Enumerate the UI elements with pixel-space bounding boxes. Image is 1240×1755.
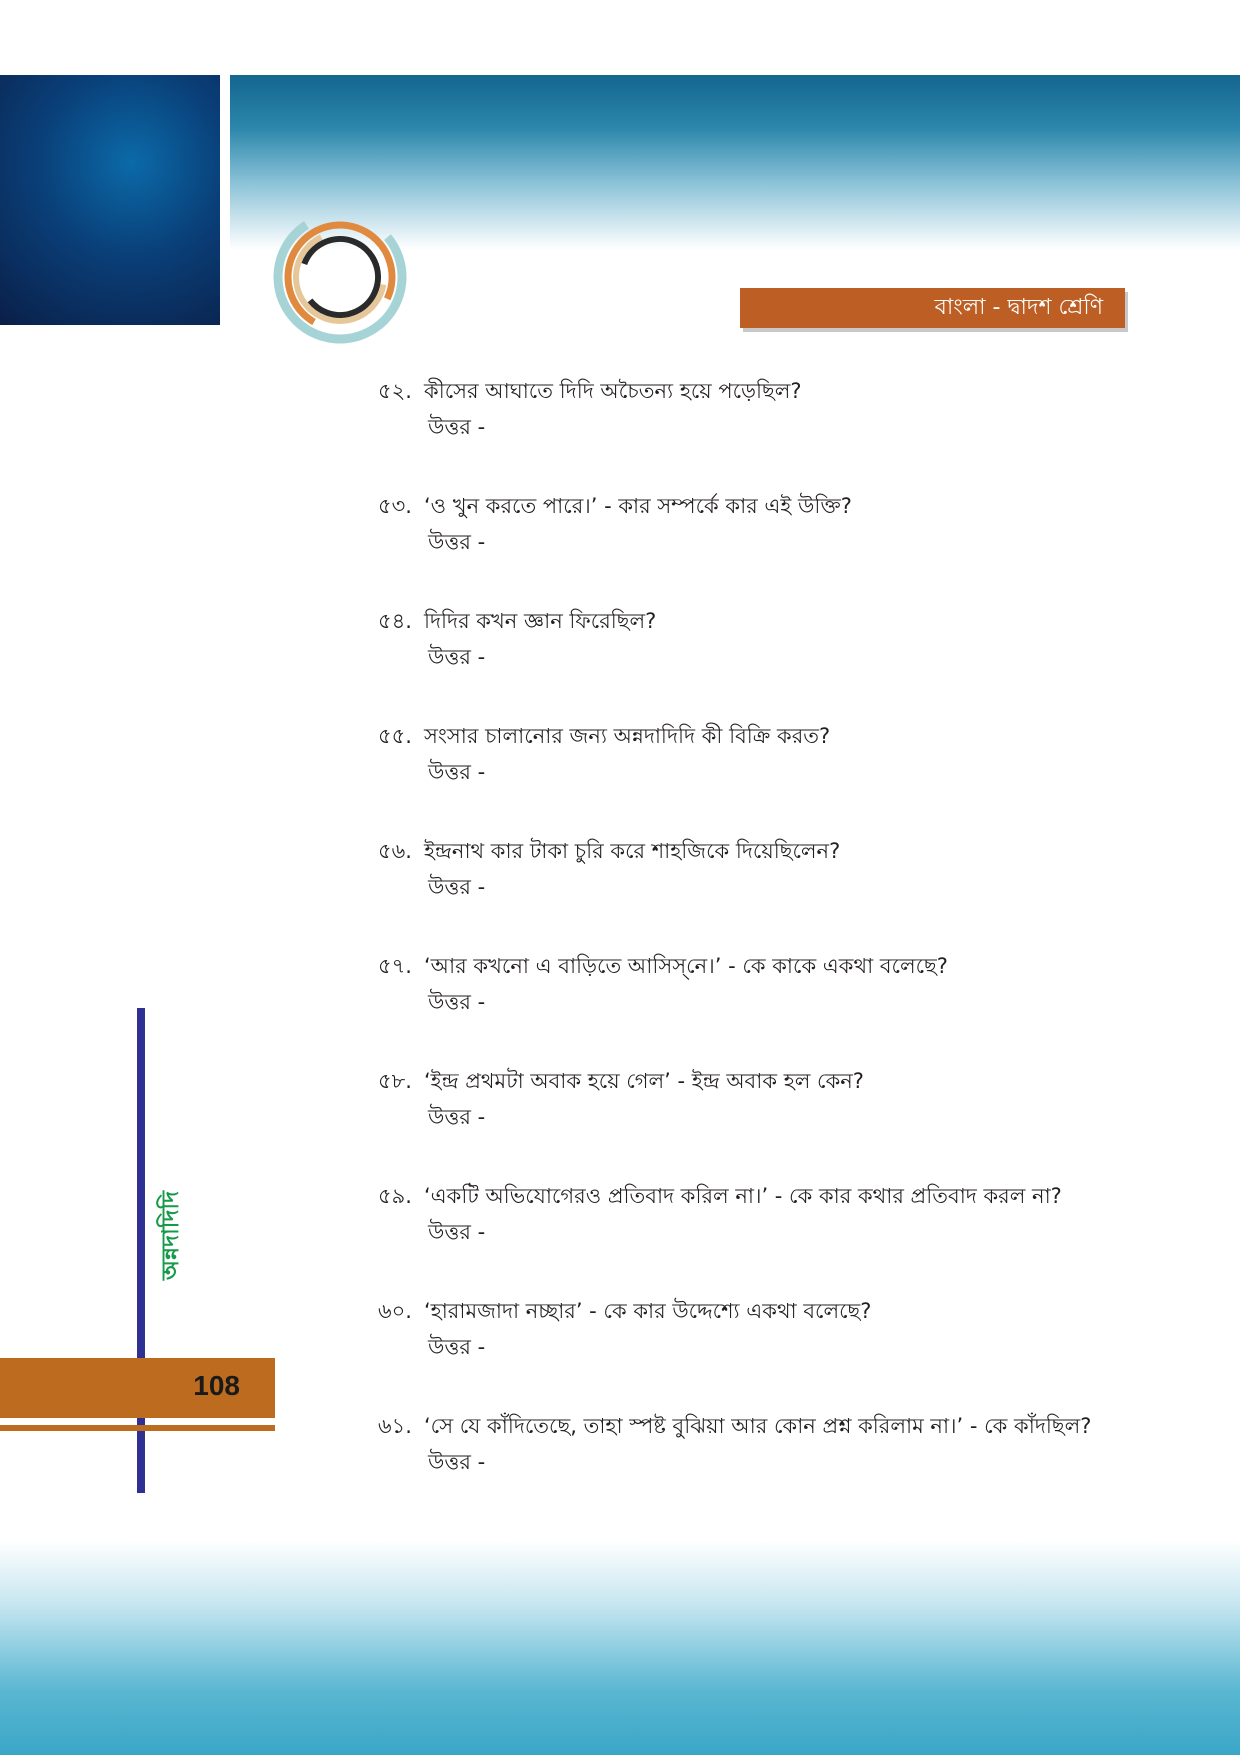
question-text: ‘একটি অভিযোগেরও প্রতিবাদ করিল না।’ - কে কার কথার প্রতিবাদ করল না? bbox=[424, 1184, 1062, 1208]
question-line bbox=[378, 1180, 1158, 1212]
answer-label: উত্তর - bbox=[428, 1335, 486, 1359]
page-number: 108 bbox=[193, 1370, 240, 1401]
question-line bbox=[378, 1410, 1158, 1442]
answer-label: উত্তর - bbox=[428, 1450, 486, 1474]
question-number: ৫৬. bbox=[378, 839, 412, 863]
question-number: ৫২. bbox=[378, 379, 412, 403]
question-text: ‘ও খুন করতে পারে।’ - কার সম্পর্কে কার এই উক্তি? bbox=[424, 494, 852, 518]
question-text: ‘আর কখনো এ বাড়িতে আসিস্‌নে।’ - কে কাকে একথা বলেছে? bbox=[424, 954, 948, 978]
question-number: ৫৩. bbox=[378, 494, 412, 518]
answer-label: উত্তর - bbox=[428, 760, 486, 784]
question-number: ৫৭. bbox=[378, 954, 412, 978]
question-text: ‘সে যে কাঁদিতেছে, তাহা স্পষ্ট বুঝিয়া আর কোন প্রশ্ন করিলাম না।’ - কে কাঁদছিল? bbox=[424, 1414, 1092, 1438]
question-item bbox=[378, 835, 1158, 950]
question-text: ইন্দ্রনাথ কার টাকা চুরি করে শাহজিকে দিয়েছিলেন? bbox=[424, 839, 841, 863]
logo-ring-icon bbox=[267, 205, 412, 345]
question-item bbox=[378, 1065, 1158, 1180]
question-number: ৫৮. bbox=[378, 1069, 412, 1093]
question-item bbox=[378, 1180, 1158, 1295]
question-number: ৫৯. bbox=[378, 1184, 412, 1208]
question-item bbox=[378, 375, 1158, 490]
question-line bbox=[378, 375, 1158, 407]
question-item bbox=[378, 605, 1158, 720]
question-item bbox=[378, 490, 1158, 605]
question-list bbox=[378, 375, 1158, 1525]
question-text: ‘হারামজাদা নচ্ছার’ - কে কার উদ্দেশ্যে একথা বলেছে? bbox=[424, 1299, 872, 1323]
question-line bbox=[378, 950, 1158, 982]
question-number: ৫৫. bbox=[378, 724, 412, 748]
question-text: কীসের আঘাতে দিদি অচৈতন্য হয়ে পড়েছিল? bbox=[424, 379, 802, 403]
answer-label: উত্তর - bbox=[428, 415, 486, 439]
question-number: ৬০. bbox=[378, 1299, 412, 1323]
question-text: সংসার চালানোর জন্য অন্নদাদিদি কী বিক্রি করত? bbox=[424, 724, 831, 748]
answer-label: উত্তর - bbox=[428, 645, 486, 669]
answer-label: উত্তর - bbox=[428, 990, 486, 1014]
page-number-box bbox=[0, 1358, 275, 1418]
question-line bbox=[378, 835, 1158, 867]
chapter-title: অন্নদাদিদি bbox=[158, 1190, 184, 1280]
answer-label: উত্তর - bbox=[428, 530, 486, 554]
question-item bbox=[378, 720, 1158, 835]
question-line bbox=[378, 490, 1158, 522]
question-item bbox=[378, 1295, 1158, 1410]
page-number-underline bbox=[0, 1425, 275, 1431]
question-line bbox=[378, 1065, 1158, 1097]
answer-label: উত্তর - bbox=[428, 1105, 486, 1129]
question-item bbox=[378, 1410, 1158, 1525]
corner-decoration bbox=[0, 75, 220, 325]
question-number: ৬১. bbox=[378, 1414, 412, 1438]
subject-class-label: বাংলা - দ্বাদশ শ্রেণি bbox=[740, 288, 1125, 328]
question-number: ৫৪. bbox=[378, 609, 412, 633]
question-text: দিদির কখন জ্ঞান ফিরেছিল? bbox=[424, 609, 657, 633]
question-line bbox=[378, 1295, 1158, 1327]
question-text: ‘ইন্দ্র প্রথমটা অবাক হয়ে গেল’ - ইন্দ্র অবাক হল কেন? bbox=[424, 1069, 864, 1093]
answer-label: উত্তর - bbox=[428, 1220, 486, 1244]
side-rule bbox=[137, 1008, 145, 1493]
footer-band bbox=[0, 1540, 1240, 1755]
question-line bbox=[378, 605, 1158, 637]
question-line bbox=[378, 720, 1158, 752]
question-item bbox=[378, 950, 1158, 1065]
answer-label: উত্তর - bbox=[428, 875, 486, 899]
